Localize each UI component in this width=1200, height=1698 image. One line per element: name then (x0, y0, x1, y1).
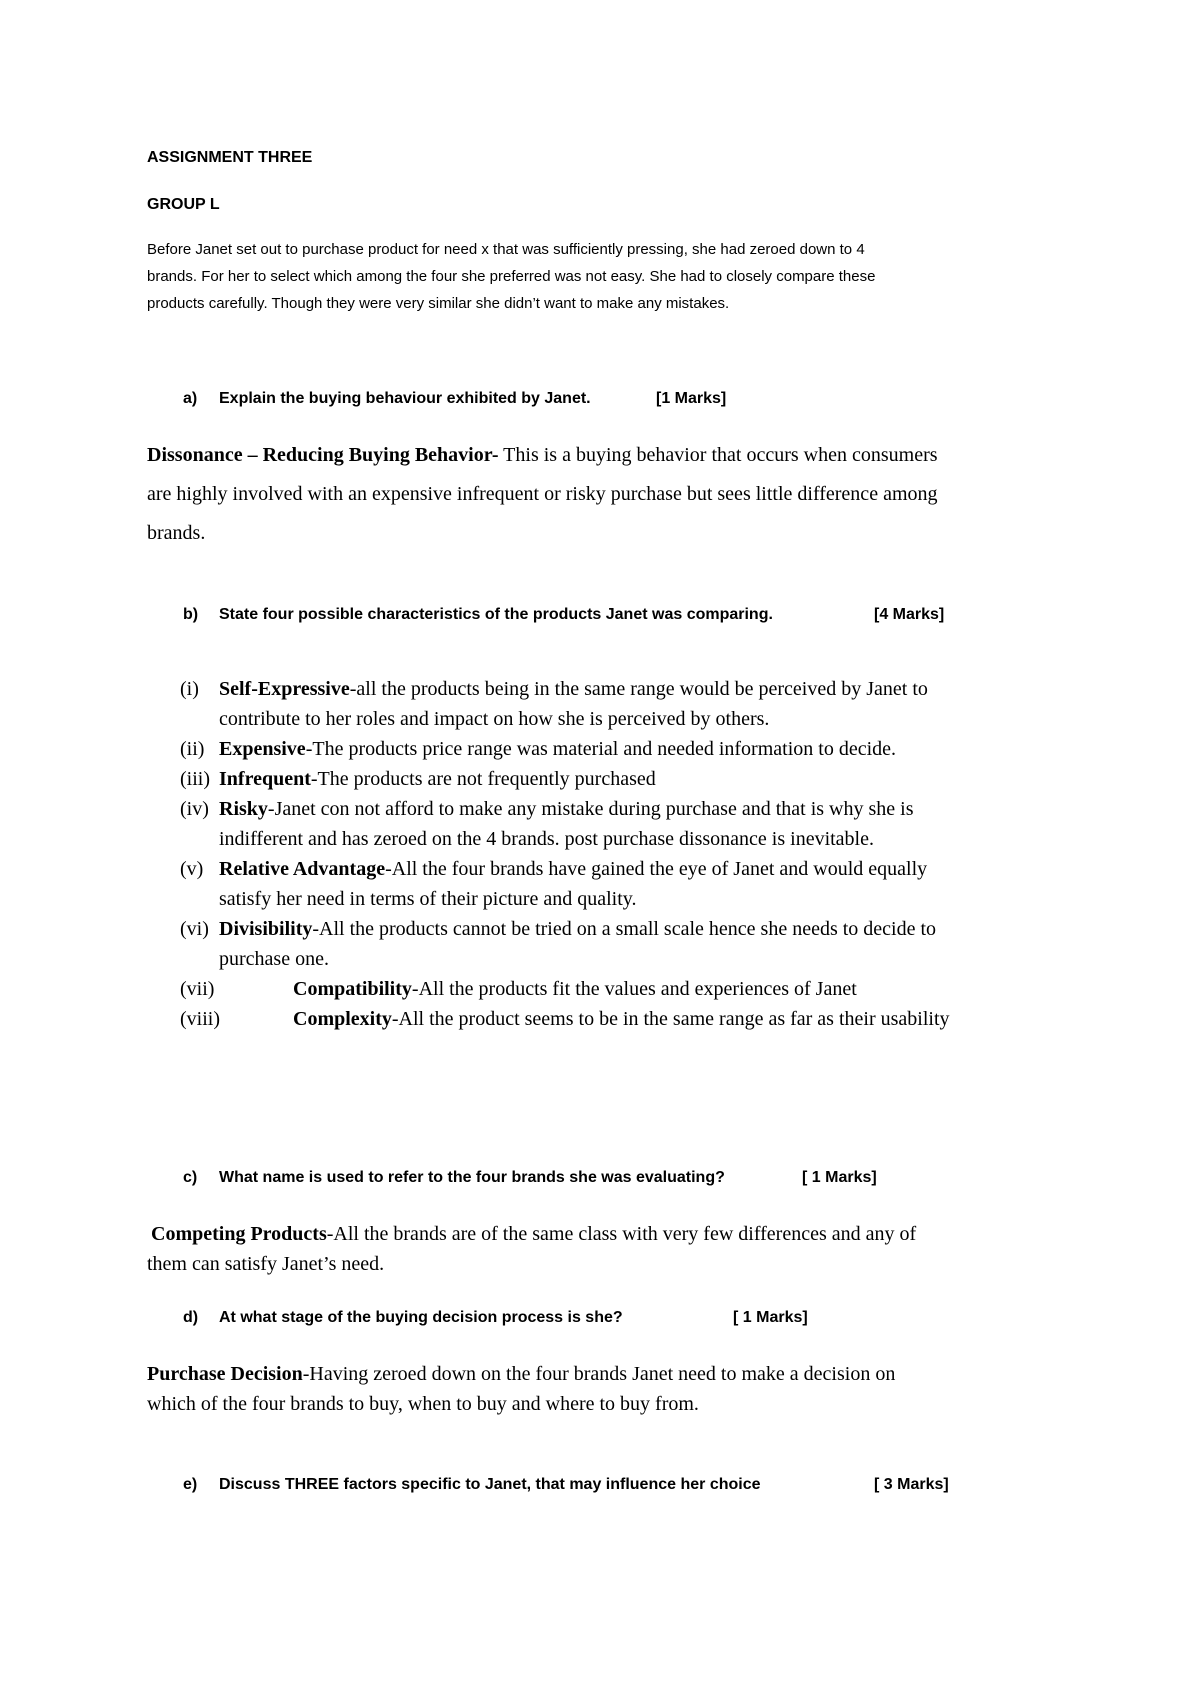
question-c-label: c) (183, 1169, 198, 1186)
characteristic-item: Relative Advantage-All the four brands have gained the eye of Janet and would equally (219, 858, 928, 880)
characteristic-continuation: satisfy her need in terms of their picture and quality. (219, 888, 637, 910)
question-e-text: Discuss THREE factors specific to Janet, that may influence her choice (219, 1476, 761, 1493)
answer-c-line: Competing Products-All the brands are of the same class with very few differences and any of (151, 1223, 917, 1245)
characteristic-number: (v) (180, 858, 204, 880)
answer-d-line: which of the four brands to buy, when to buy and where to buy from. (147, 1393, 699, 1415)
question-d-label: d) (183, 1309, 199, 1326)
characteristic-item: Infrequent-The products are not frequently purchased (219, 768, 656, 790)
characteristic-item: Compatibility-All the products fit the values and experiences of Janet (293, 978, 857, 1000)
question-c-marks: [ 1 Marks] (802, 1169, 877, 1186)
characteristic-item: Expensive-The products price range was material and needed information to decide. (219, 738, 896, 760)
characteristic-continuation: indifferent and has zeroed on the 4 brands. post purchase dissonance is inevitable. (219, 828, 874, 850)
answer-a-term: Dissonance – Reducing Buying Behavior- (147, 444, 499, 466)
characteristic-continuation: purchase one. (219, 948, 329, 970)
characteristic-number: (viii) (180, 1008, 220, 1030)
question-e-marks: [ 3 Marks] (874, 1476, 949, 1493)
question-d-text: At what stage of the buying decision process is she? (219, 1309, 623, 1326)
characteristic-item: Divisibility-All the products cannot be tried on a small scale hence she needs to decide to (219, 918, 937, 940)
characteristic-item: Complexity-All the product seems to be in the same range as far as their usability (293, 1008, 950, 1030)
question-c-text: What name is used to refer to the four brands she was evaluating? (219, 1169, 725, 1186)
assignment-title: ASSIGNMENT THREE (147, 149, 313, 166)
characteristic-item: Risky-Janet con not afford to make any mistake during purchase and that is why she is (219, 798, 914, 820)
characteristic-continuation: contribute to her roles and impact on how she is perceived by others. (219, 708, 770, 730)
question-d-marks: [ 1 Marks] (733, 1309, 808, 1326)
intro-line: brands. For her to select which among the four she preferred was not easy. She had to closely compare these (147, 268, 876, 285)
characteristic-item: Self-Expressive-all the products being in the same range would be perceived by Janet to (219, 678, 928, 700)
answer-d-term: Purchase Decision (147, 1363, 303, 1385)
answer-c-line: them can satisfy Janet’s need. (147, 1253, 385, 1275)
answer-a-line: Dissonance – Reducing Buying Behavior- This is a buying behavior that occurs when consumers (147, 444, 938, 466)
question-b-text: State four possible characteristics of the products Janet was comparing. (219, 606, 773, 623)
answer-c-term: Competing Products (151, 1223, 327, 1245)
question-b-marks: [4 Marks] (874, 606, 945, 623)
characteristic-number: (ii) (180, 738, 205, 760)
intro-paragraph (147, 236, 875, 317)
group-label: GROUP L (147, 196, 220, 213)
intro-line: Before Janet set out to purchase product for need x that was sufficiently pressing, she had zeroed down to 4 (147, 241, 865, 258)
answer-d-line: Purchase Decision-Having zeroed down on the four brands Janet need to make a decision on (147, 1363, 896, 1385)
question-e-label: e) (183, 1476, 198, 1493)
characteristic-number: (vii) (180, 978, 215, 1000)
answer-a-line: are highly involved with an expensive infrequent or risky purchase but sees little difference among (147, 483, 938, 505)
intro-line: products carefully. Though they were very similar she didn’t want to make any mistakes. (147, 295, 730, 312)
answer-a-line: brands. (147, 522, 206, 544)
characteristic-number: (iii) (180, 768, 210, 790)
question-a-label: a) (183, 390, 198, 407)
characteristic-number: (vi) (180, 918, 209, 940)
question-a-marks: [1 Marks] (656, 390, 727, 407)
characteristic-number: (i) (180, 678, 199, 700)
question-a-text: Explain the buying behaviour exhibited by Janet. (219, 390, 591, 407)
characteristic-number: (iv) (180, 798, 209, 820)
question-b-label: b) (183, 606, 199, 623)
